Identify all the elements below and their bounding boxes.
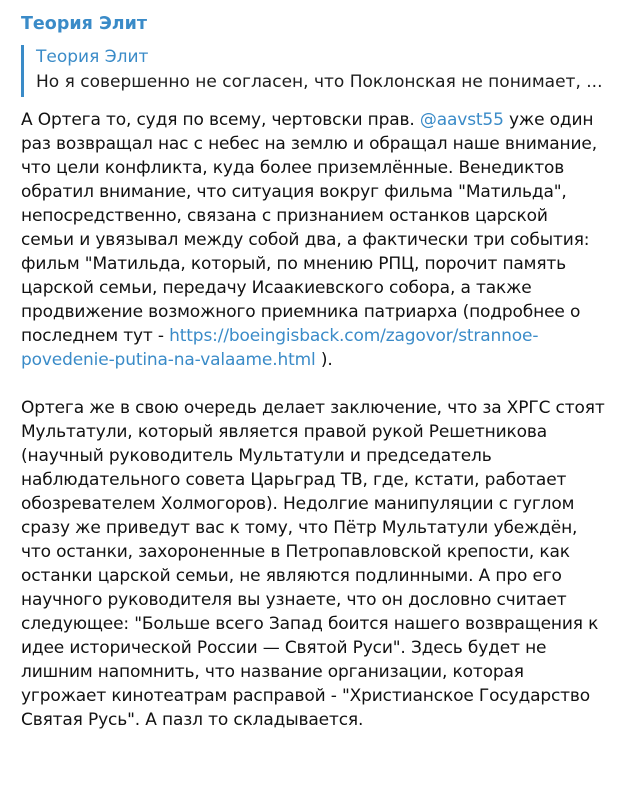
reply-quote[interactable]	[21, 45, 608, 97]
text-line: что останки, захороненные в Петропавловской крепости, как	[21, 542, 570, 562]
reply-author: Теория Элит	[36, 47, 149, 67]
text-line: царской семьи, передачу Исаакиевского собора, а также	[21, 278, 532, 298]
text-line: угрожает кинотеатрам расправой - "Христианское Государство	[21, 686, 591, 706]
text-line: семьи и увязывал между собой два, а фактически три события:	[21, 230, 590, 250]
text-line: наблюдательного совета Царьград ТВ, где, кстати, работает	[21, 470, 567, 490]
text-line: Ортега же в свою очередь делает заключение, что за ХРГС стоят	[21, 398, 605, 418]
reply-text: Но я совершенно не согласен, что Поклонская не понимает, ...	[36, 72, 603, 92]
article-link-continued[interactable]: povedenie-putina-na-valaame.html	[21, 350, 316, 370]
sender-name[interactable]: Теория Элит	[21, 14, 148, 34]
text-line: продвижение возможного приемника патриарха (подробнее о	[21, 302, 581, 322]
text-line	[21, 324, 608, 348]
text-line: лишним напомнить, что название организации, которая	[21, 662, 524, 682]
text-line	[21, 348, 608, 372]
paragraph-gap	[21, 372, 608, 396]
mention-link[interactable]: @aavst55	[419, 110, 504, 130]
text-fragment: ).	[315, 350, 333, 370]
text-fragment: последнем тут -	[21, 326, 170, 346]
article-link[interactable]: https://boeingisback.com/zagovor/strannoe-	[169, 326, 539, 346]
text-line: обозревателем Холмогоров). Недолгие манипуляции с гуглом	[21, 494, 575, 514]
text-fragment: уже один	[503, 110, 594, 130]
text-line	[21, 108, 608, 132]
message-text	[21, 108, 608, 732]
text-line: фильм "Матильда, который, по мнению РПЦ, порочит память	[21, 254, 567, 274]
text-line: идее исторической России — Святой Руси". Здесь будет не	[21, 638, 547, 658]
text-line: Мультатули, который является правой рукой Решетникова	[21, 422, 548, 442]
text-fragment: А Ортега то, судя по всему, чертовски прав.	[21, 110, 420, 130]
text-line: раз возвращал нас с небес на землю и обращал наше внимание,	[21, 134, 597, 154]
text-line: останки царской семьи, не являются подлинными. А про его	[21, 566, 562, 586]
text-line: следующее: "Больше всего Запад боится нашего возвращения к	[21, 614, 599, 634]
text-line: сразу же приведут вас к тому, что Пётр Мультатули убеждён,	[21, 518, 578, 538]
text-line: (научный руководитель Мультатули и председатель	[21, 446, 492, 466]
text-line: что цели конфликта, куда более приземлённые. Венедиктов	[21, 158, 565, 178]
text-line: непосредственно, связана с признанием останков царской	[21, 206, 548, 226]
text-line: обратил внимание, что ситуация вокруг фильма "Матильда",	[21, 182, 567, 202]
text-line: Святая Русь". А пазл то складывается.	[21, 710, 364, 730]
text-line: научного руководителя вы узнаете, что он дословно считает	[21, 590, 567, 610]
